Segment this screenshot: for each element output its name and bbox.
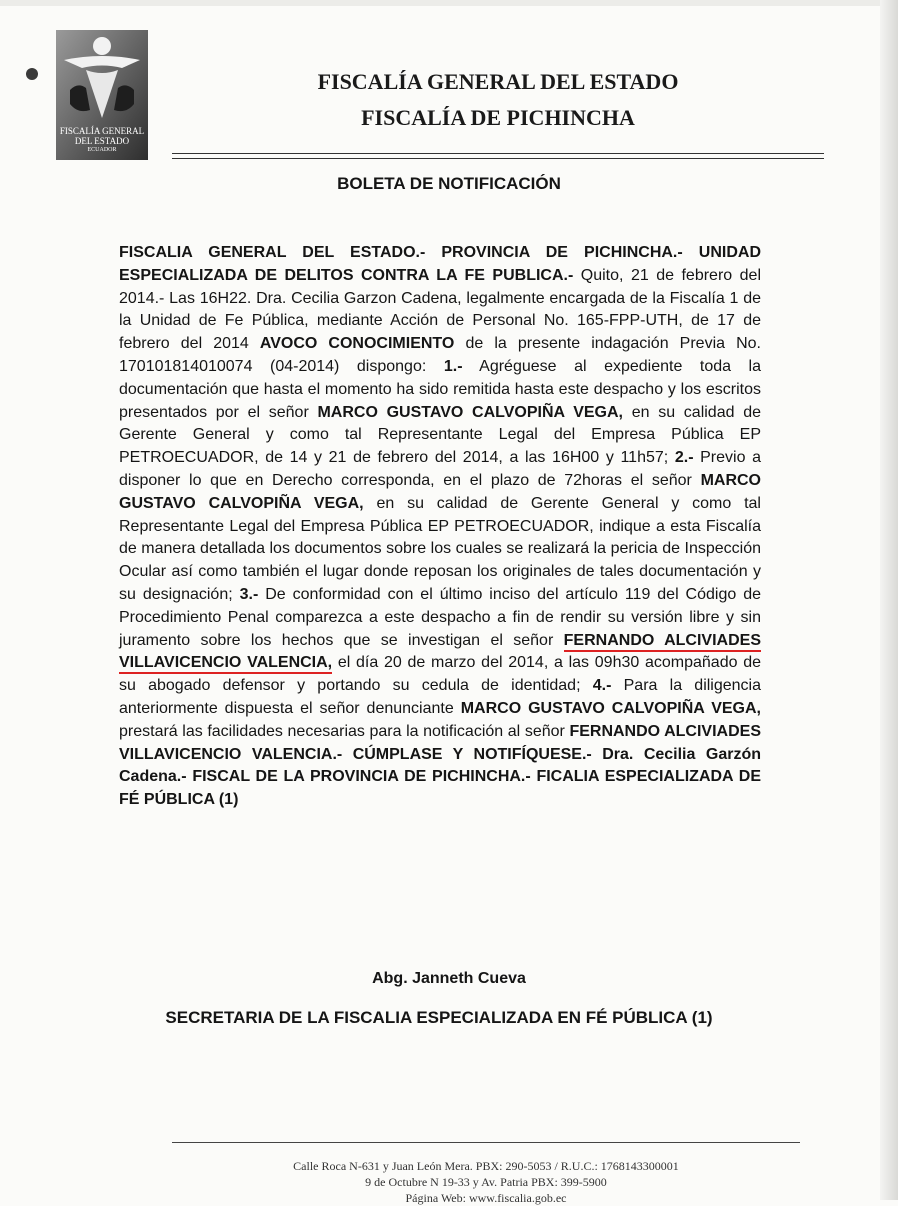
header-rule [172, 153, 824, 159]
body-text: en su calidad de Gerente General y como tal Representante Legal del Empresa Pública EP PETROECUADOR, indique a esta Fiscalía de manera detallada los documentos sobre los cuales se realizará la pericia de Inspección Ocular así como también el lugar donde reposan los originales de tales documentación y su designación; [119, 494, 761, 603]
body-text: De conformidad con el último inciso del artículo 119 del Código de Procedimiento Penal comparezca a este despacho a fin de rendir su versión libre y sin juramento sobre los hechos que se investigan el señor [119, 585, 761, 649]
person-name: MARCO GUSTAVO CALVOPIÑA VEGA, [317, 403, 623, 421]
body-text: Agréguese al expediente toda la documentación que hasta el momento ha sido remitida hasta este despacho y los escritos presentados por el señor [119, 357, 762, 421]
footer-website: Página Web: www.fiscalia.gob.ec [405, 1191, 567, 1205]
item-number-1: 1.- [443, 357, 463, 375]
body-text: Quito, 21 de febrero del 2014.- Las 16H22. Dra. Cecilia Garzon Cadena, legalmente encargada de la Fiscalía 1 de la Unidad de Fe Pública, mediante Acción de Personal No. 165-FPP-UTH, de 17 de febrero del 2014 [119, 266, 761, 353]
page-top-edge [0, 0, 898, 6]
item-number-3: 3.- [239, 585, 259, 603]
letterhead [172, 64, 824, 136]
logo-text-line2: DEL ESTADO [74, 136, 130, 146]
closing-bold: FERNANDO ALCIVIADES VILLAVICENCIO VALENCIA.- CÚMPLASE Y NOTIFÍQUESE.- Dra. Cecilia Garzón Cadena.- FISCAL DE LA PROVINCIA DE PICHINCHA.- FICALIA ESPECIALIZADA DE FÉ PÚBLICA (1) [119, 722, 761, 809]
body-text: en su calidad de Gerente General y como tal Representante Legal del Empresa Pública EP PETROECUADOR, de 14 y 21 de febrero del 2014, a las 16H00 y 11h57; [119, 403, 761, 467]
item-number-4: 4.- [592, 677, 612, 695]
signer-title: SECRETARIA DE LA FISCALIA ESPECIALIZADA EN FÉ PÚBLICA (1) [165, 1008, 713, 1027]
person-name: MARCO GUSTAVO CALVOPIÑA VEGA, [460, 699, 762, 717]
body-text: Previo a disponer lo que en Derecho corresponda, en el plazo de 72horas el señor [119, 449, 762, 489]
footer-rule [172, 1142, 800, 1143]
item-number-2: 2.- [674, 449, 694, 467]
footer-address-1: Calle Roca N-631 y Juan León Mera. PBX: 290-5053 / R.U.C.: 1768143300001 [293, 1159, 679, 1173]
letterhead-line2: FISCALÍA DE PICHINCHA [361, 105, 635, 130]
signer-name: Abg. Janneth Cueva [372, 970, 526, 987]
body-heading: FISCALIA GENERAL DEL ESTADO.- PROVINCIA DE PICHINCHA.- UNIDAD ESPECIALIZADA DE DELITOS CONTRA LA FE PUBLICA.- [119, 244, 761, 284]
body-text: de la presente indagación Previa No. 170101814010074 (04-2014) dispongo: [119, 335, 761, 375]
footer [172, 1158, 800, 1206]
letterhead-line1: FISCALÍA GENERAL DEL ESTADO [317, 69, 679, 94]
notification-body [119, 242, 761, 812]
logo-text-line3: ECUADOR [87, 147, 117, 153]
person-name: MARCO GUSTAVO CALVOPIÑA VEGA, [119, 471, 761, 512]
document-title: BOLETA DE NOTIFICACIÓN [337, 174, 561, 193]
underlined-person-name: FERNANDO ALCIVIADES VILLAVICENCIO VALENCIA, [119, 632, 761, 675]
logo-text-line1: FISCALÍA GENERAL [59, 126, 145, 136]
body-text: prestará las facilidades necesarias para la notificación al señor [119, 722, 570, 740]
body-text: el día 20 de marzo del 2014, a las 09h30 acompañado de su abogado defensor y portando su cedula de identidad; [119, 654, 762, 695]
body-text: Para la diligencia anteriormente dispuesta el señor denunciante [119, 677, 762, 717]
fiscalia-logo [56, 30, 148, 160]
punch-hole [26, 68, 38, 80]
footer-address-2: 9 de Octubre N 19-33 y Av. Patria PBX: 399-5900 [365, 1175, 607, 1189]
body-bold: AVOCO CONOCIMIENTO [259, 335, 455, 353]
